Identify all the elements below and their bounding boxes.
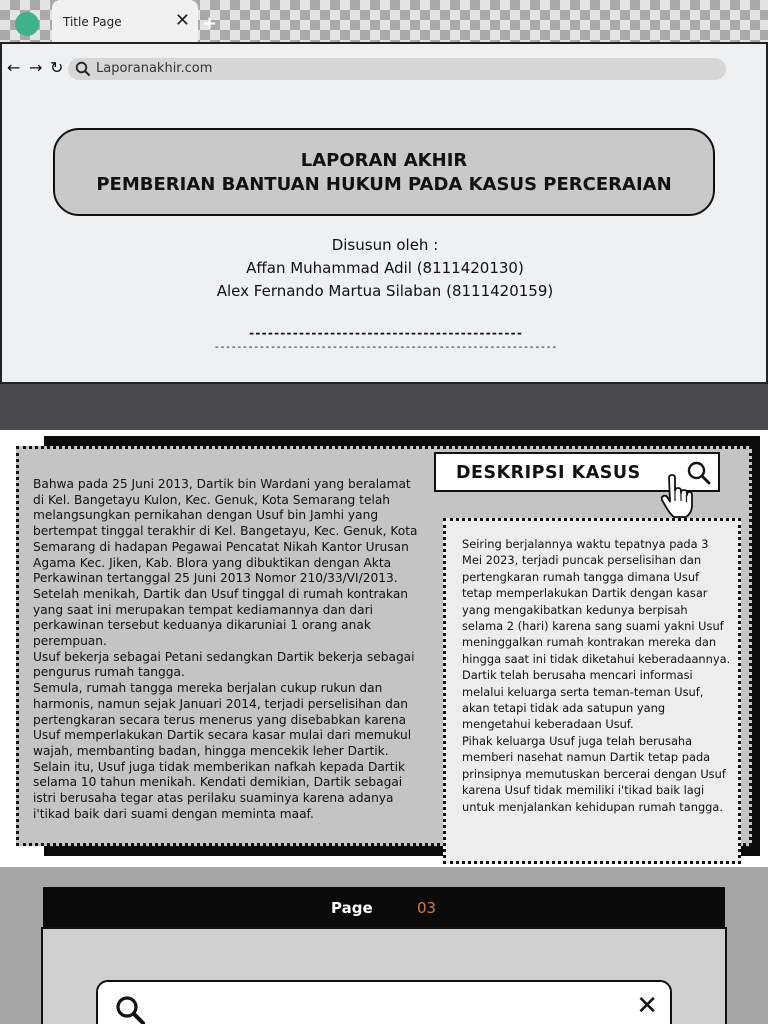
- page-number: 03: [417, 899, 437, 917]
- page-section: [0, 867, 768, 1024]
- case-description-section: [0, 430, 768, 867]
- tab-title: Title Page: [63, 15, 122, 29]
- case-paragraph: Pihak keluarga Usuf juga telah berusaha memberi nasehat namun Dartik tetap pada prinsipnya memutuskan bercerai dengan Usuf karena Usuf tidak memiliki i'tikad baik lagi untuk menjalankan kehidupan rumah tangga.: [462, 733, 726, 814]
- case-right-text: [462, 536, 732, 815]
- dashed-divider: -------------------------------------------------------------: [213, 340, 557, 353]
- browser-tab[interactable]: [52, 0, 198, 44]
- back-arrow-icon[interactable]: ←: [7, 58, 21, 77]
- reload-icon[interactable]: ↻: [50, 58, 64, 77]
- page-label: Page: [331, 899, 373, 917]
- case-paragraph: Bahwa pada 25 Juni 2013, Dartik bin Wardani yang beralamat di Kel. Bangetayu Kulon, Kec. Genuk, Kota Semarang telah melangsungkan pernikahan dengan Usuf bin Jamhi yang bertempat tinggal terakhir di Kel. Bangetayu, Kec. Genuk, Kota Semarang di hadapan Pegawai Pencatat Nikah Kantor Urusan Agama Kec. Jiken, Kab. Blora yang dibuktikan dengan Akta Perkawinan tertanggal 25 Juni 2013 Nomor 210/33/VI/2013. Setelah menikah, Dartik dan Usuf tinggal di rumah kontrakan yang saat ini merupakan tempat kediamannya dan dari perkawinan tersebut keduanya dikaruniai 1 orang anak perempuan.: [33, 477, 418, 649]
- report-title: LAPORAN AKHIR: [300, 150, 468, 171]
- page-header-bar: [43, 887, 725, 929]
- case-heading: DESKRIPSI KASUS: [456, 463, 641, 483]
- search-input[interactable]: [96, 980, 672, 1024]
- close-icon[interactable]: ✕: [636, 991, 658, 1021]
- authored-by-label: Disusun oleh :: [331, 236, 439, 254]
- case-paragraph: Semula, rumah tangga mereka berjalan cukup rukun dan harmonis, namun sejak Januari 2014, terjadi perselisihan dan pertengkaran secara terus menerus yang disebabkan karena Usuf memperlakukan Dartik secara kasar mulai dari memukul wajah, membanting badan, hingga mencekik leher Dartik. Selain itu, Usuf juga tidak memberikan nafkah kepada Dartik selama 10 tahun menikah. Kendati demikian, Dartik sebagai istri berusaha tegar atas perilaku suaminya karena adanya i'tikad baik dari suami dengan meminta maaf.: [33, 681, 412, 821]
- forward-arrow-icon[interactable]: →: [29, 58, 43, 77]
- report-subtitle: PEMBERIAN BANTUAN HUKUM PADA KASUS PERCERAIAN: [96, 174, 672, 195]
- new-tab-icon[interactable]: +: [202, 13, 218, 34]
- search-icon: [75, 61, 91, 77]
- address-bar[interactable]: [68, 58, 726, 80]
- hand-cursor-icon: [659, 474, 693, 518]
- author-name: Alex Fernando Martua Silaban (8111420159): [216, 282, 554, 300]
- dashed-divider: --------------------------------------------: [248, 326, 522, 340]
- tab-close-icon[interactable]: ✕: [174, 10, 190, 31]
- window-footer-band: [0, 384, 768, 430]
- case-paragraph: Seiring berjalannya waktu tepatnya pada 3 Mei 2023, terjadi puncak perselisihan dan pertengkaran rumah tangga dimana Usuf tetap memperlakukan Dartik dengan kasar yang mengakibatkan kedunya berpisah selama 2 (hari) karena sang suami yakni Usuf meninggalkan rumah kontrakan mereka dan hingga saat ini tidak diketahui keberadaannya. Dartik telah berusaha mencari informasi melalui keluarga serta teman-teman Usuf, akan tetapi tidak ada satupun yang mengetahui keberadaan Usuf.: [462, 537, 731, 732]
- browser-window: [0, 42, 768, 384]
- author-name: Affan Muhammad Adil (8111420130): [246, 259, 524, 277]
- browser-mock: [0, 0, 768, 430]
- window-dot[interactable]: [15, 12, 39, 36]
- search-icon[interactable]: [114, 994, 146, 1024]
- case-right-box: [443, 518, 741, 864]
- case-left-text: [33, 477, 425, 822]
- address-text: Laporanakhir.com: [96, 61, 213, 76]
- case-paragraph: Usuf bekerja sebagai Petani sedangkan Dartik bekerja sebagai pengurus rumah tangga.: [33, 649, 415, 680]
- report-title-box: [53, 128, 715, 216]
